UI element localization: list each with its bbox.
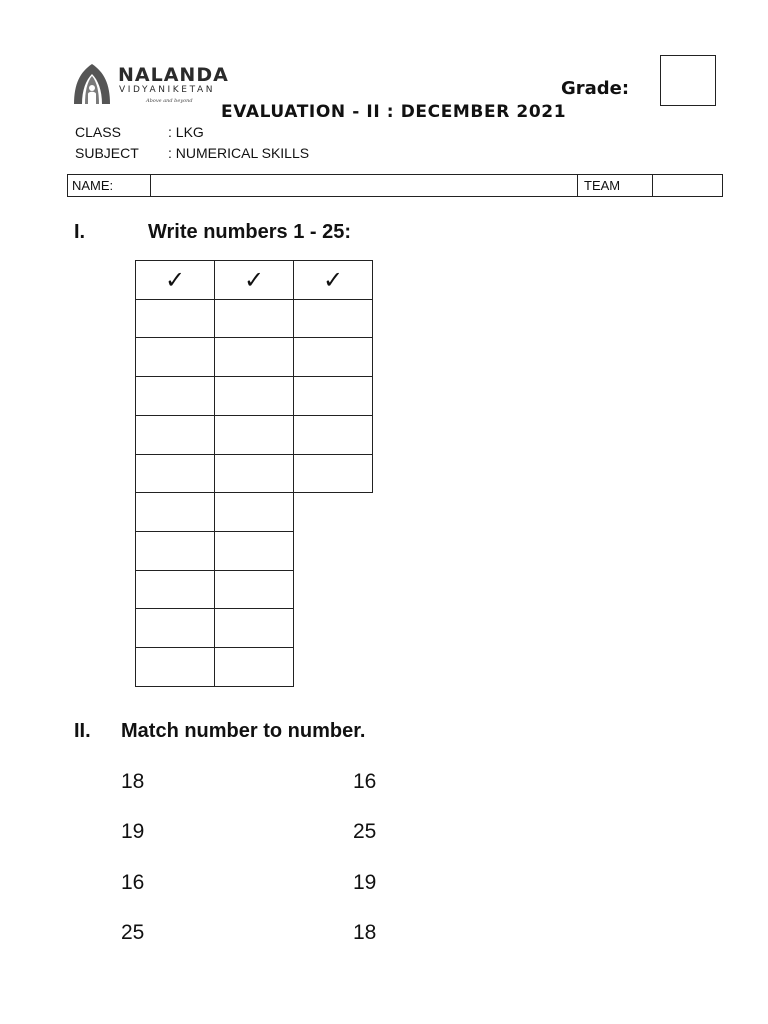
section-1-heading: Write numbers 1 - 25: (148, 221, 352, 243)
match-right-number[interactable]: 19 (353, 871, 377, 894)
number-entry-cell[interactable] (135, 415, 215, 455)
match-left-number[interactable]: 18 (121, 770, 145, 793)
tick-cell (293, 260, 373, 300)
number-entry-cell[interactable] (214, 647, 294, 687)
number-entry-cell[interactable] (135, 531, 215, 571)
subject-value: : NUMERICAL SKILLS (168, 145, 310, 161)
section-1-number: I. (74, 221, 86, 243)
logo-name: NALANDA (118, 64, 229, 86)
number-entry-cell[interactable] (293, 415, 373, 455)
number-entry-cell[interactable] (135, 376, 215, 416)
number-entry-cell[interactable] (214, 415, 294, 455)
name-team-table (67, 174, 723, 197)
number-entry-cell[interactable] (135, 337, 215, 377)
number-entry-cell[interactable] (214, 492, 294, 532)
match-right-number[interactable]: 18 (353, 921, 377, 944)
number-entry-cell[interactable] (214, 299, 294, 338)
subject-label: SUBJECT (75, 145, 139, 161)
class-value: : LKG (168, 124, 204, 140)
tick-cell (135, 260, 215, 300)
tick-cell (214, 260, 294, 300)
school-logo (70, 62, 230, 108)
name-label: NAME: (72, 178, 114, 193)
check-mark-icon: ✓ (243, 266, 265, 294)
match-left-number[interactable]: 25 (121, 921, 145, 944)
number-entry-cell[interactable] (135, 299, 215, 338)
check-mark-icon: ✓ (164, 266, 186, 294)
grade-label: Grade: (561, 78, 630, 99)
team-label: TEAM (584, 178, 621, 193)
number-entry-cell[interactable] (214, 376, 294, 416)
number-writing-grid (135, 260, 373, 686)
logo-subtitle: VIDYANIKETAN (119, 85, 216, 95)
number-entry-cell[interactable] (135, 570, 215, 609)
table-divider (577, 175, 578, 196)
number-entry-cell[interactable] (293, 376, 373, 416)
match-right-number[interactable]: 25 (353, 820, 377, 843)
section-2-heading: Match number to number. (121, 720, 366, 742)
number-entry-cell[interactable] (135, 647, 215, 687)
page-title: EVALUATION - II : DECEMBER 2021 (221, 102, 567, 122)
number-entry-cell[interactable] (135, 492, 215, 532)
number-entry-cell[interactable] (214, 570, 294, 609)
match-left-number[interactable]: 16 (121, 871, 145, 894)
class-label: CLASS (75, 124, 121, 140)
logo-tagline: Above and beyond (146, 98, 193, 104)
check-mark-icon: ✓ (322, 266, 344, 294)
grade-box[interactable] (660, 55, 716, 106)
section-2-number: II. (74, 720, 91, 742)
team-field[interactable] (653, 175, 722, 196)
name-field[interactable] (151, 175, 577, 196)
number-entry-cell[interactable] (214, 608, 294, 648)
number-entry-cell[interactable] (135, 608, 215, 648)
number-entry-cell[interactable] (214, 337, 294, 377)
temple-dome-logo (70, 62, 114, 106)
number-entry-cell[interactable] (293, 454, 373, 493)
match-left-number[interactable]: 19 (121, 820, 145, 843)
number-entry-cell[interactable] (293, 299, 373, 338)
number-entry-cell[interactable] (214, 454, 294, 493)
number-entry-cell[interactable] (214, 531, 294, 571)
number-entry-cell[interactable] (293, 337, 373, 377)
number-entry-cell[interactable] (135, 454, 215, 493)
match-right-number[interactable]: 16 (353, 770, 377, 793)
